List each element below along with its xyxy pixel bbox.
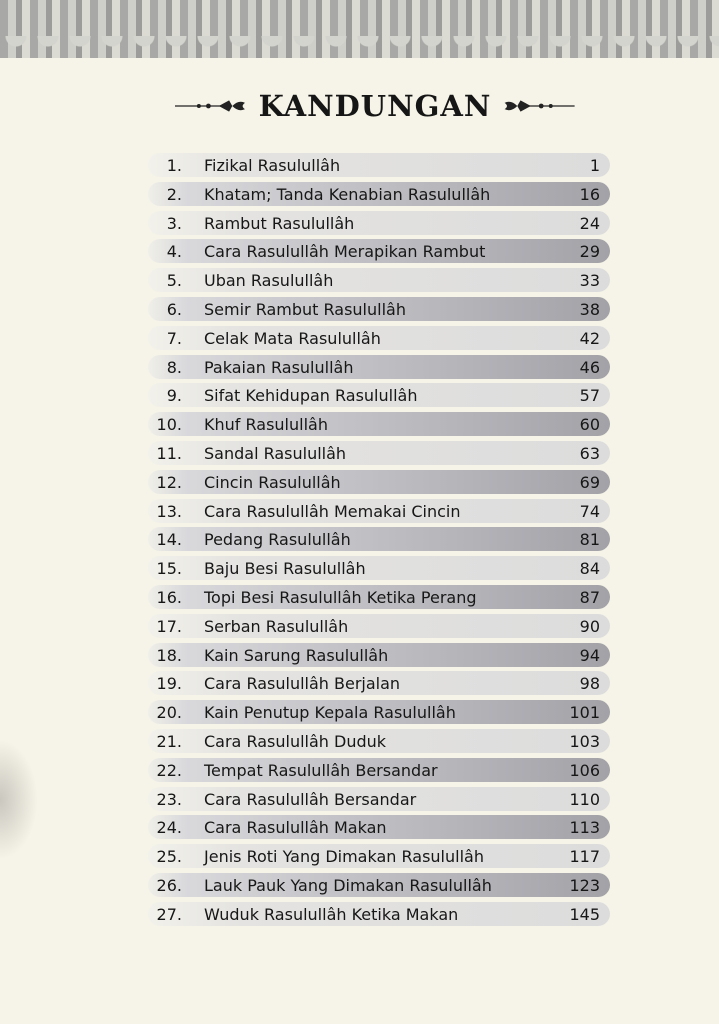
entry-title: Kain Sarung Rasulullâh xyxy=(204,645,389,665)
entry-number: 8. xyxy=(166,357,182,377)
toc-entry xyxy=(140,380,610,409)
entry-title: Cara Rasulullâh Makan xyxy=(204,818,387,838)
entry-page-number: 1 xyxy=(589,156,600,175)
entry-title: Tempat Rasulullâh Bersandar xyxy=(204,760,438,780)
entry-number: 25. xyxy=(156,847,182,867)
toc-entry xyxy=(140,870,610,899)
entry-title: Khuf Rasulullâh xyxy=(204,415,328,435)
entry-page-number: 46 xyxy=(579,357,600,377)
toc-entry xyxy=(140,236,610,265)
toc-entry xyxy=(140,553,610,582)
entry-title: Sifat Kehidupan Rasulullâh xyxy=(204,386,418,406)
entry-title: Cara Rasulullâh Duduk xyxy=(204,731,387,751)
table-of-contents xyxy=(140,150,610,928)
toc-entry xyxy=(140,841,610,870)
entry-page-number: 117 xyxy=(569,847,600,867)
toc-entry xyxy=(140,352,610,381)
entry-page-number: 110 xyxy=(569,789,600,809)
page-edge-shadow xyxy=(0,740,38,860)
entry-number: 13. xyxy=(156,501,182,521)
entry-page-number: 123 xyxy=(569,875,600,895)
entry-page-number: 113 xyxy=(569,818,600,838)
toc-entry xyxy=(140,438,610,467)
toc-entry xyxy=(140,582,610,611)
entry-number: 4. xyxy=(166,242,182,262)
entry-page-number: 74 xyxy=(579,501,600,521)
toc-entry xyxy=(140,265,610,294)
entry-title: Cara Rasulullâh Berjalan xyxy=(204,674,401,694)
entry-page-number: 145 xyxy=(569,904,600,924)
entry-title: Serban Rasulullâh xyxy=(204,616,349,636)
entry-number: 11. xyxy=(156,443,182,463)
entry-number: 17. xyxy=(156,616,182,636)
entry-page-number: 87 xyxy=(579,587,600,607)
toc-entry xyxy=(140,409,610,438)
toc-entry xyxy=(140,467,610,496)
entry-number: 9. xyxy=(166,386,182,406)
toc-entry xyxy=(140,899,610,928)
entry-page-number: 38 xyxy=(579,299,600,319)
entry-number: 23. xyxy=(156,789,182,809)
entry-page-number: 103 xyxy=(569,731,600,751)
toc-entry xyxy=(140,524,610,553)
entry-number: 12. xyxy=(156,472,182,492)
entry-page-number: 24 xyxy=(579,213,600,233)
toc-entry xyxy=(140,812,610,841)
entry-number: 19. xyxy=(156,674,182,694)
entry-number: 15. xyxy=(156,559,182,579)
toc-entry xyxy=(140,294,610,323)
entry-number: 22. xyxy=(156,760,182,780)
entry-page-number: 94 xyxy=(579,645,600,665)
toc-entry xyxy=(140,179,610,208)
entry-title: Cara Rasulullâh Memakai Cincin xyxy=(204,501,461,521)
entry-page-number: 84 xyxy=(579,559,600,579)
entry-title: Rambut Rasulullâh xyxy=(204,213,355,233)
entry-number: 7. xyxy=(166,328,182,348)
entry-number: 14. xyxy=(156,530,182,550)
entry-page-number: 69 xyxy=(579,472,600,492)
entry-title: Cara Rasulullâh Merapikan Rambut xyxy=(204,242,486,262)
entry-page-number: 60 xyxy=(579,415,600,435)
entry-page-number: 98 xyxy=(579,674,600,694)
entry-title: Celak Mata Rasulullâh xyxy=(204,328,381,348)
entry-page-number: 106 xyxy=(569,760,600,780)
entry-title: Lauk Pauk Yang Dimakan Rasulullâh xyxy=(204,875,492,895)
toc-entry xyxy=(140,640,610,669)
entry-title: Jenis Roti Yang Dimakan Rasulullâh xyxy=(204,847,484,867)
entry-number: 20. xyxy=(156,703,182,723)
entry-title: Semir Rambut Rasulullâh xyxy=(204,299,406,319)
entry-number: 2. xyxy=(166,184,182,204)
entry-title: Cincin Rasulullâh xyxy=(204,472,341,492)
right-ornament-icon xyxy=(503,96,575,116)
toc-entry xyxy=(140,784,610,813)
entry-number: 5. xyxy=(166,271,182,291)
entry-number: 6. xyxy=(166,299,182,319)
entry-number: 27. xyxy=(156,904,182,924)
entry-page-number: 57 xyxy=(579,386,600,406)
entry-page-number: 16 xyxy=(579,184,600,204)
left-ornament-icon xyxy=(175,96,247,116)
toc-entry xyxy=(140,697,610,726)
entry-title: Uban Rasulullâh xyxy=(204,271,334,291)
entry-number: 21. xyxy=(156,731,182,751)
entry-number: 10. xyxy=(156,415,182,435)
toc-entry xyxy=(140,755,610,784)
entry-number: 1. xyxy=(166,156,182,175)
entry-title: Baju Besi Rasulullâh xyxy=(204,559,366,579)
entry-title: Wuduk Rasulullâh Ketika Makan xyxy=(204,904,459,924)
heading xyxy=(175,84,575,128)
toc-entry xyxy=(140,208,610,237)
toc-entry xyxy=(140,611,610,640)
page-title: KANDUNGAN xyxy=(258,89,492,123)
entry-title: Pedang Rasulullâh xyxy=(204,530,351,550)
toc-entry xyxy=(140,726,610,755)
entry-number: 26. xyxy=(156,875,182,895)
toc-entry xyxy=(140,668,610,697)
entry-page-number: 81 xyxy=(579,530,600,550)
entry-number: 18. xyxy=(156,645,182,665)
entry-page-number: 42 xyxy=(579,328,600,348)
decorative-border xyxy=(0,0,719,58)
toc-entry xyxy=(140,323,610,352)
entry-title: Kain Penutup Kepala Rasulullâh xyxy=(204,703,456,723)
entry-title: Pakaian Rasulullâh xyxy=(204,357,354,377)
entry-page-number: 29 xyxy=(579,242,600,262)
entry-page-number: 63 xyxy=(579,443,600,463)
entry-number: 24. xyxy=(156,818,182,838)
entry-title: Topi Besi Rasulullâh Ketika Perang xyxy=(204,587,477,607)
entry-number: 3. xyxy=(166,213,182,233)
toc-entry xyxy=(140,496,610,525)
entry-page-number: 90 xyxy=(579,616,600,636)
entry-number: 16. xyxy=(156,587,182,607)
entry-page-number: 101 xyxy=(569,703,600,723)
toc-entry xyxy=(140,150,610,179)
entry-title: Cara Rasulullâh Bersandar xyxy=(204,789,417,809)
entry-page-number: 33 xyxy=(579,271,600,291)
entry-title: Sandal Rasulullâh xyxy=(204,443,347,463)
entry-title: Fizikal Rasulullâh xyxy=(204,156,341,175)
entry-title: Khatam; Tanda Kenabian Rasulullâh xyxy=(204,184,491,204)
